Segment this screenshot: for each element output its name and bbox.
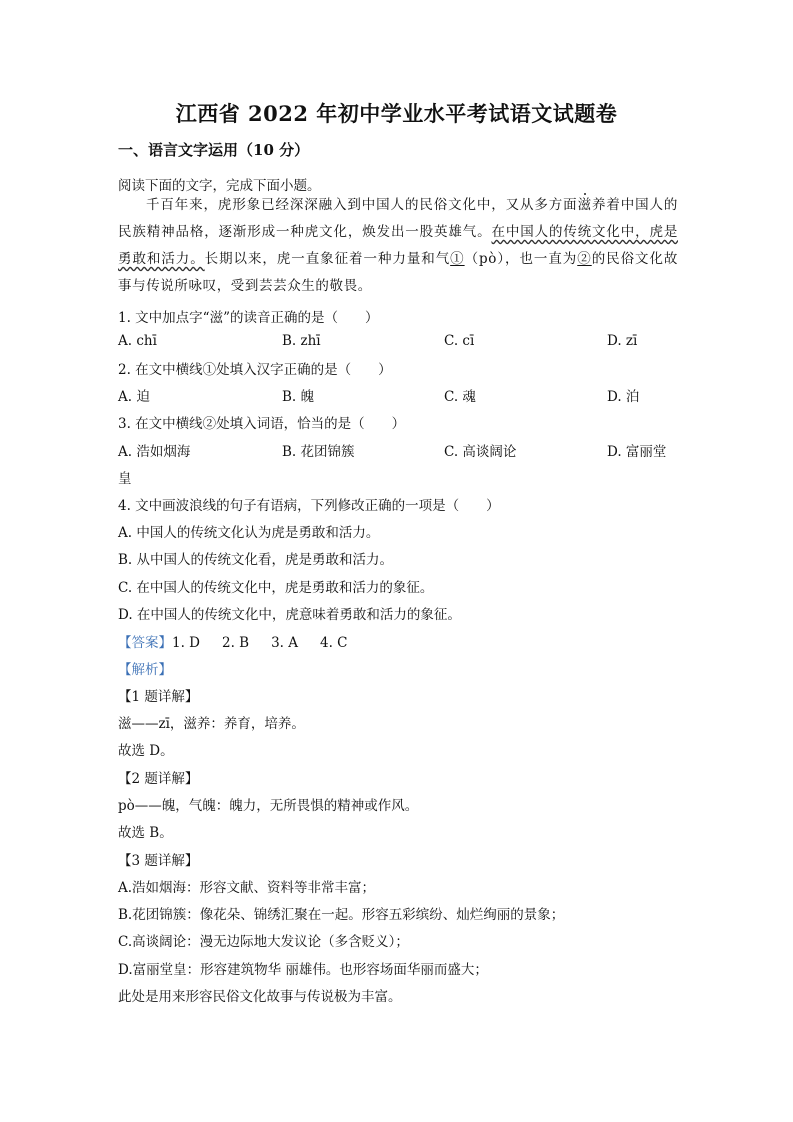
option: B. zhī (282, 333, 321, 349)
detail-line: 此处是用来形容民俗文化故事与传说极为丰富。 (118, 989, 402, 1005)
detail-line: D.富丽堂皇：形容建筑物华 丽雄伟。也形容场面华丽而盛大； (118, 962, 488, 978)
option: D. zī (607, 333, 638, 349)
option: D. 在中国人的传统文化中，虎意味着勇敢和活力的象征。 (118, 607, 461, 623)
dotted-char: 滋 (577, 197, 592, 213)
analysis-label: 【解析】 (118, 662, 172, 678)
question-stem: 4. 文中画波浪线的句子有语病，下列修改正确的一项是（ ） (118, 498, 500, 514)
option: A. chī (118, 333, 157, 349)
option: B. 花团锦簇 (282, 444, 355, 460)
option: B. 从中国人的传统文化看，虎是勇敢和活力。 (118, 552, 394, 568)
answer-label: 【答案】 (118, 635, 172, 651)
option: C. 魂 (444, 389, 476, 405)
detail-heading: 【2 题详解】 (118, 771, 199, 787)
option: A. 中国人的传统文化认为虎是勇敢和活力。 (118, 525, 380, 541)
detail-line: 故选 B。 (118, 825, 173, 841)
detail-line: 故选 D。 (118, 743, 174, 759)
detail-line: pò——魄，气魄：魄力，无所畏惧的精神或作风。 (118, 798, 419, 814)
blank-2: ② (577, 251, 592, 267)
detail-line: C.高谈阔论：漫无边际地大发议论（多含贬义）； (118, 934, 409, 950)
wavy-underlined-sentence: 在中国人的传统文化中，虎是勇敢和活力。 (118, 224, 678, 267)
option: C. cī (444, 333, 475, 349)
question-stem: 3. 在文中横线②处填入词语，恰当的是（ ） (118, 416, 406, 432)
detail-line: B.花团锦簇：像花朵、锦绣汇聚在一起。形容五彩缤纷、灿烂绚丽的景象； (118, 907, 565, 923)
page-title: 江西省 2022 年初中学业水平考试语文试题卷 (175, 101, 618, 126)
option: C. 在中国人的传统文化中，虎是勇敢和活力的象征。 (118, 580, 434, 596)
option: B. 魄 (282, 389, 315, 405)
option-overflow: 皇 (118, 471, 132, 487)
detail-heading: 【3 题详解】 (118, 853, 199, 869)
blank-1: ① (450, 251, 465, 267)
option: C. 高谈阔论 (444, 444, 517, 460)
detail-heading: 【1 题详解】 (118, 689, 199, 705)
option: A. 迫 (118, 389, 150, 405)
option: D. 富丽堂 (607, 444, 667, 460)
detail-line: 滋——zī，滋养：养育，培养。 (118, 716, 305, 732)
section-heading: 一、语言文字运用（10 分） (118, 141, 310, 159)
detail-line: A.浩如烟海：形容文献、资料等非常丰富； (118, 880, 376, 896)
question-stem: 2. 在文中横线①处填入汉字正确的是（ ） (118, 362, 392, 378)
reading-passage: 千百年来，虎形象已经深深融入到中国人的民俗文化中，又从多方面滋养着中国人的民族精神品格，逐渐形成一种虎文化，焕发出一股英雄气。在中国人的传统文化中，虎是勇敢和活力。长期以来，虎一直象征着一种力量和气①（pò），也一直为②的民俗文化故事与传说所咏叹，受到芸芸众生的敬畏。 (118, 197, 679, 294)
option: A. 浩如烟海 (118, 444, 191, 460)
question-stem: 1. 文中加点字“滋”的读音正确的是（ ） (118, 310, 379, 326)
option: D. 泊 (607, 389, 640, 405)
instruction: 阅读下面的文字，完成下面小题。 (118, 178, 321, 194)
answer-row: 【答案】1. D 2. B 3. A 4. C (118, 635, 348, 651)
